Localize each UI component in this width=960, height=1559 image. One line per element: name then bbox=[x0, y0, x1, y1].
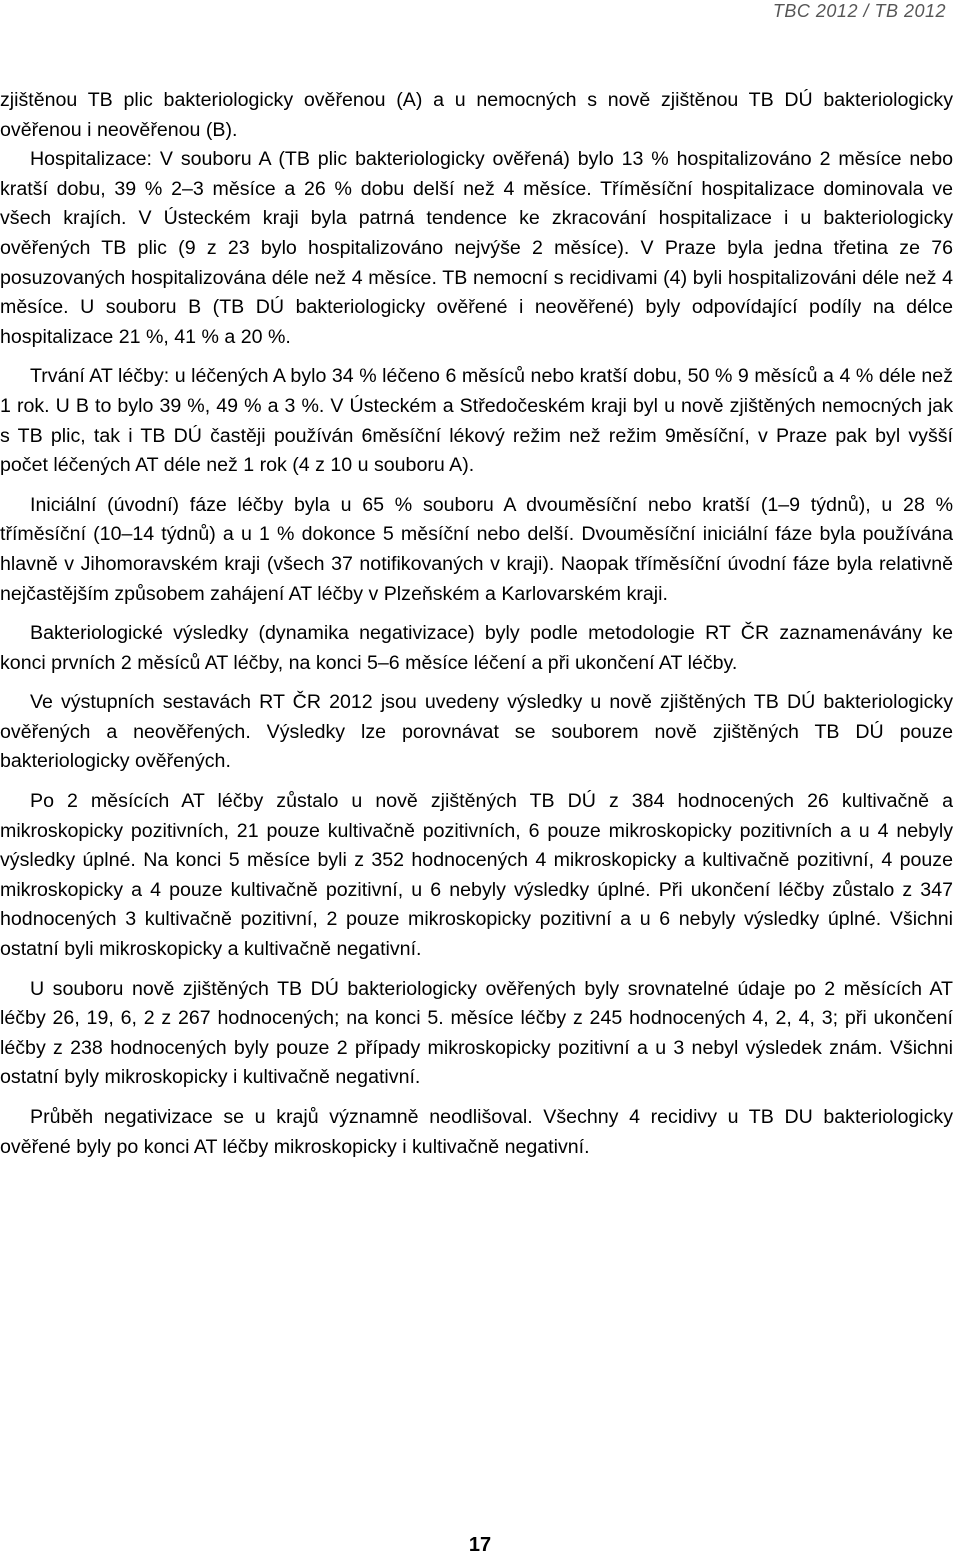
paragraph-treatment-duration: Trvání AT léčby: u léčených A bylo 34 % léčeno 6 měsíců nebo kratší dobu, 50 % 9 měsíců a 4 % déle než 1 rok. U B to bylo 39 %, 49 % a 3 %. V Ústeckém a Středočeském kraji byl u nově zjištěných nemocných jak s TB plic, tak i TB DÚ častěji používán 6měsíční lékový režim než režim 9měsíční, v Praze pak byl vyšší počet léčených AT déle než 1 rok (4 z 10 u souboru A). bbox=[0, 365, 953, 477]
paragraph-bacteriological-results: Bakteriologické výsledky (dynamika negativizace) byly podle metodologie RT ČR zaznamenávány ke konci prvních 2 měsíců AT léčby, na konci 5–6 měsíce léčení a při ukončení AT léčby. bbox=[0, 622, 953, 674]
paragraph-two-month-results: Po 2 měsících AT léčby zůstalo u nově zjištěných TB DÚ z 384 hodnocených 26 kultivačně a mikroskopicky pozitivních, 21 pouze kultivačně pozitivních, 6 pouze mikroskopicky pozitivních a u 4 nebyly výsledky úplné. Na konci 5 měsíce byli z 352 hodnocených 4 mikroskopicky a kultivačně pozitivní, 4 pouze mikroskopicky a 4 pouze kultivačně pozitivní, u 6 nebyly výsledky úplné. Při ukončení léčby zůstalo z 347 hodnocených 3 kultivačně pozitivní, 2 pouze mikroskopicky pozitivní a u 6 nebyly výsledky úplné. Všichni ostatní byli mikroskopicky a kultivačně negativní. bbox=[0, 790, 953, 961]
paragraph-output-reports: Ve výstupních sestavách RT ČR 2012 jsou uvedeny výsledky u nově zjištěných TB DÚ bakteriologicky ověřených a neověřených. Výsledky lze porovnávat se souborem nově zjištěných TB DÚ pouze bakteriologicky ověřených. bbox=[0, 691, 953, 773]
document-body bbox=[0, 86, 953, 1162]
paragraph-hospitalization: Hospitalizace: V souboru A (TB plic bakteriologicky ověřená) bylo 13 % hospitalizováno 2 měsíce nebo kratší dobu, 39 % 2–3 měsíce a 26 % dobu delší než 4 měsíce. Tříměsíční hospitalizace dominovala ve všech krajích. V Ústeckém kraji byla patrná tendence ke zkracování hospitalizace i u bakteriologicky ověřených TB plic (9 z 23 bylo hospitalizováno nejvýše 2 měsíce). V Praze byla jedna třetina ze 76 posuzovaných hospitalizována déle než 4 měsíce. TB nemocní s recidivami (4) byli hospitalizováni déle než 4 měsíce. U souboru B (TB DÚ bakteriologicky ověřené i neověřené) byly odpovídající podíly na délce hospitalizace 21 %, 41 % a 20 %. bbox=[0, 148, 953, 348]
running-header: TBC 2012 / TB 2012 bbox=[772, 1, 946, 21]
paragraph-initial-phase: Iniciální (úvodní) fáze léčby byla u 65 % souboru A dvouměsíční nebo kratší (1–9 týdnů), u 28 % tříměsíční (10–14 týdnů) a u 1 % dokonce 5 měsíční nebo delší. Dvouměsíční iniciální fáze byla používána hlavně v Jihomoravském kraji (všech 37 notifikovaných v kraji). Naopak tříměsíční úvodní fáze byla relativně nejčastějším způsobem zahájení AT léčby v Plzeňském a Karlovarském kraji. bbox=[0, 493, 953, 605]
paragraph-continuation: zjištěnou TB plic bakteriologicky ověřenou (A) a u nemocných s nově zjištěnou TB DÚ bakteriologicky ověřenou i neověřenou (B). bbox=[0, 89, 953, 141]
paragraph-regional-course: Průběh negativizace se u krajů významně neodlišoval. Všechny 4 recidivy u TB DU bakteriologicky ověřené byly po konci AT léčby mikroskopicky i kultivačně negativní. bbox=[0, 1106, 953, 1158]
page-number: 17 bbox=[468, 1534, 492, 1556]
paragraph-verified-comparison: U souboru nově zjištěných TB DÚ bakteriologicky ověřených byly srovnatelné údaje po 2 měsících AT léčby 26, 19, 6, 2 z 267 hodnocených; na konci 5. měsíce léčby z 245 hodnocených 4, 2, 4, 3; při ukončení léčby z 238 hodnocených byly pouze 2 případy mikroskopicky pozitivní a u 3 nebyl výsledek znám. Všichni ostatní byly mikroskopicky i kultivačně negativní. bbox=[0, 977, 953, 1089]
